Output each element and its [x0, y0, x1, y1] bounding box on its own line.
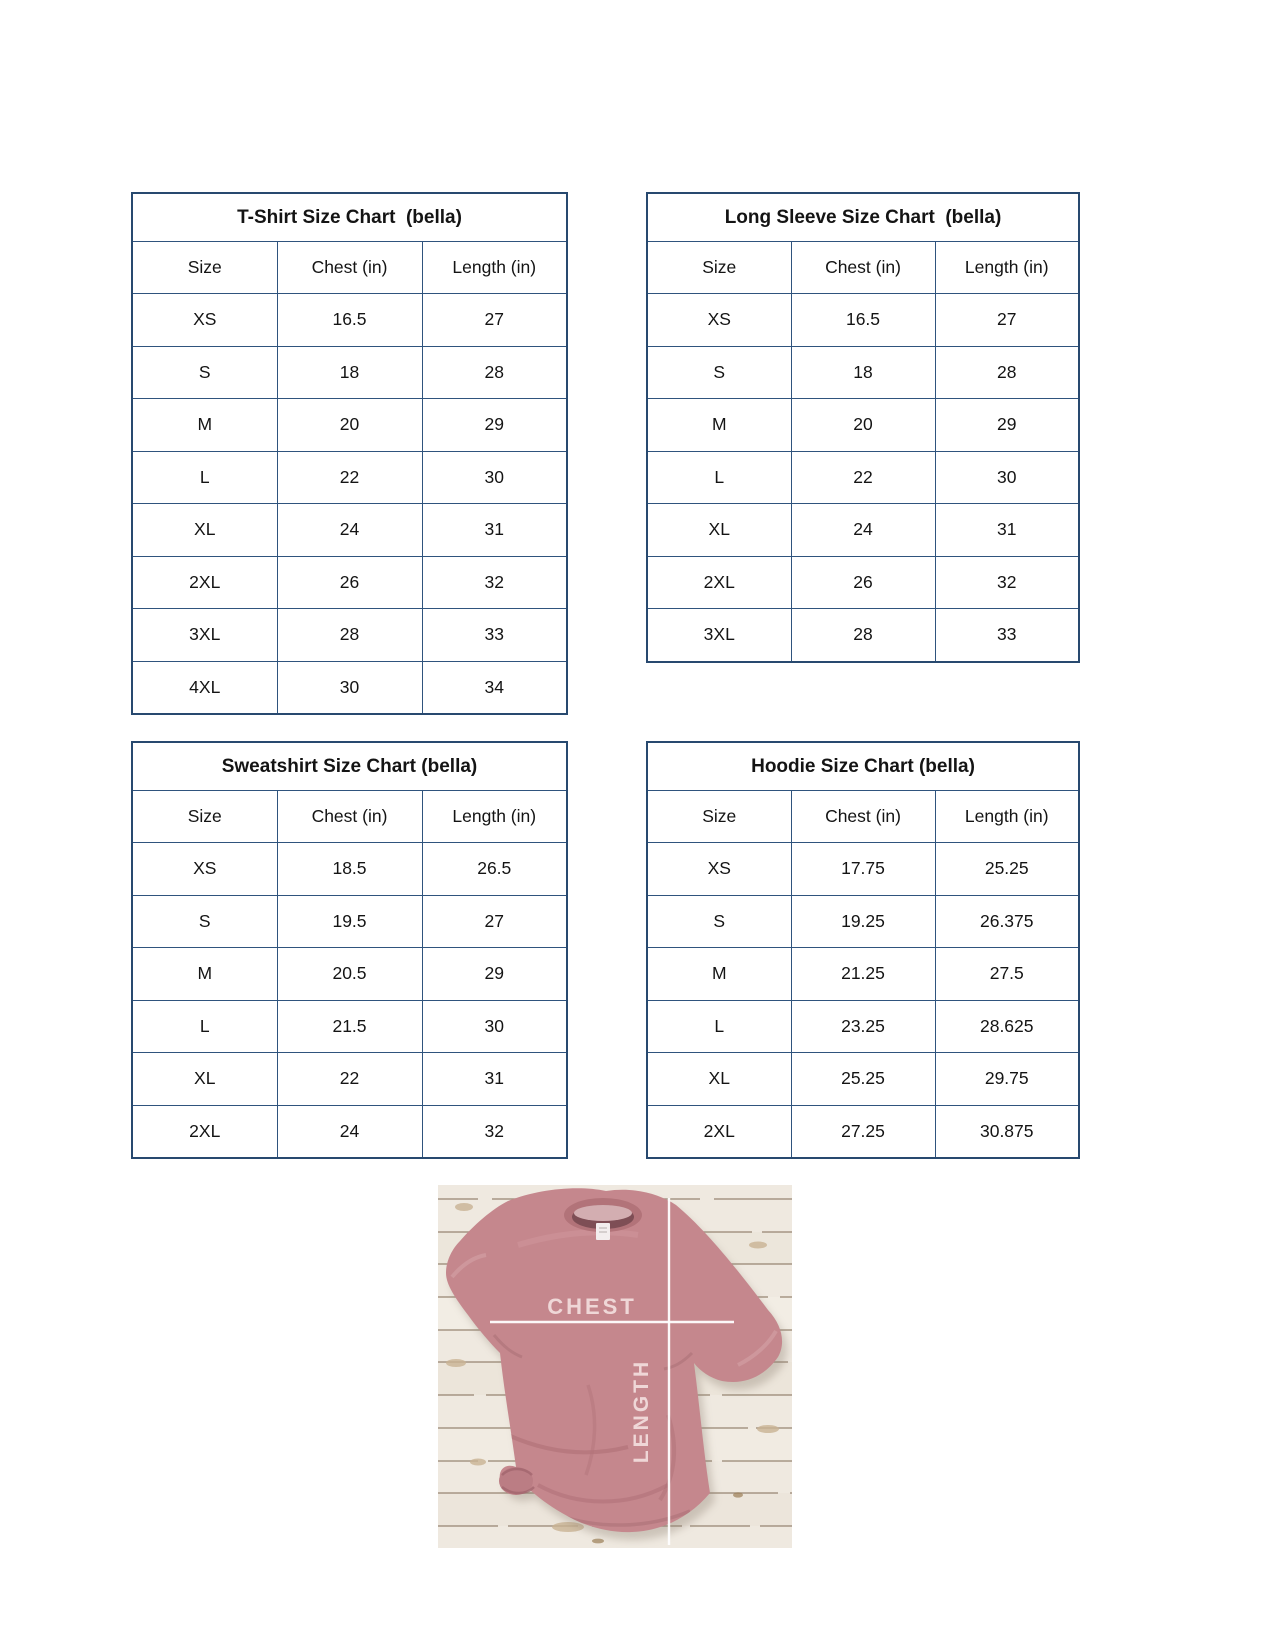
column-header-chest: Chest (in)	[791, 242, 935, 294]
chest-cell: 21.5	[277, 1000, 422, 1053]
size-cell: XS	[132, 294, 277, 347]
size-cell: 2XL	[132, 556, 277, 609]
table-row	[647, 1105, 1079, 1158]
chest-cell: 17.75	[791, 843, 935, 896]
size-cell: 4XL	[132, 661, 277, 714]
column-header-length: Length (in)	[422, 791, 567, 843]
column-header-length: Length (in)	[935, 242, 1079, 294]
table-title-row	[647, 742, 1079, 791]
chest-cell: 28	[277, 609, 422, 662]
chest-cell: 19.5	[277, 895, 422, 948]
table-row	[647, 451, 1079, 504]
table-title-row	[132, 193, 567, 242]
length-cell: 27	[422, 294, 567, 347]
table-row	[132, 661, 567, 714]
length-cell: 26.375	[935, 895, 1079, 948]
size-cell: M	[132, 948, 277, 1001]
column-header-size: Size	[132, 791, 277, 843]
length-cell: 32	[422, 1105, 567, 1158]
sweatshirt-size-table	[131, 741, 568, 1159]
size-cell: S	[647, 895, 791, 948]
chest-cell: 24	[277, 504, 422, 557]
size-cell: M	[647, 399, 791, 452]
tshirt-measurement-image	[438, 1185, 792, 1548]
tshirt-size-table	[131, 192, 568, 715]
hoodie-size-table	[646, 741, 1080, 1159]
table-header-row	[132, 791, 567, 843]
chest-cell: 22	[277, 451, 422, 504]
size-cell: XS	[647, 294, 791, 347]
length-cell: 25.25	[935, 843, 1079, 896]
length-cell: 31	[935, 504, 1079, 557]
table-row	[132, 1053, 567, 1106]
table-row	[647, 843, 1079, 896]
chest-cell: 23.25	[791, 1000, 935, 1053]
size-cell: 2XL	[647, 556, 791, 609]
size-cell: XL	[132, 1053, 277, 1106]
size-cell: S	[132, 346, 277, 399]
length-label: LENGTH	[630, 1358, 653, 1464]
size-cell: 3XL	[132, 609, 277, 662]
length-cell: 31	[422, 504, 567, 557]
size-cell: S	[132, 895, 277, 948]
chest-cell: 16.5	[791, 294, 935, 347]
length-cell: 30	[422, 451, 567, 504]
length-cell: 29	[935, 399, 1079, 452]
table-header-row	[647, 242, 1079, 294]
shirt-knot	[499, 1467, 534, 1495]
chest-cell: 22	[277, 1053, 422, 1106]
chest-label: CHEST	[547, 1294, 637, 1319]
table-row	[132, 895, 567, 948]
hoodie-table-title: Hoodie Size Chart (bella)	[647, 742, 1079, 791]
length-cell: 27	[935, 294, 1079, 347]
chest-cell: 30	[277, 661, 422, 714]
table-title-row	[132, 742, 567, 791]
table-row	[132, 843, 567, 896]
size-cell: L	[132, 1000, 277, 1053]
column-header-size: Size	[647, 791, 791, 843]
chest-cell: 18	[791, 346, 935, 399]
table-row	[647, 346, 1079, 399]
column-header-chest: Chest (in)	[277, 242, 422, 294]
product-photo	[438, 1185, 792, 1548]
table-header-row	[647, 791, 1079, 843]
chest-cell: 22	[791, 451, 935, 504]
column-header-length: Length (in)	[422, 242, 567, 294]
size-cell: 2XL	[132, 1105, 277, 1158]
chest-cell: 28	[791, 609, 935, 662]
table-row	[132, 556, 567, 609]
chest-cell: 27.25	[791, 1105, 935, 1158]
table-row	[132, 948, 567, 1001]
column-header-chest: Chest (in)	[277, 791, 422, 843]
length-cell: 33	[422, 609, 567, 662]
table-row	[647, 556, 1079, 609]
column-header-chest: Chest (in)	[791, 791, 935, 843]
table-row	[132, 399, 567, 452]
length-cell: 31	[422, 1053, 567, 1106]
column-header-size: Size	[132, 242, 277, 294]
table-row	[647, 948, 1079, 1001]
tshirt-table-title: T-Shirt Size Chart (bella)	[132, 193, 567, 242]
length-cell: 30	[935, 451, 1079, 504]
table-row	[132, 451, 567, 504]
column-header-length: Length (in)	[935, 791, 1079, 843]
length-cell: 32	[422, 556, 567, 609]
chest-cell: 20.5	[277, 948, 422, 1001]
length-cell: 28	[422, 346, 567, 399]
length-cell: 27	[422, 895, 567, 948]
chest-cell: 18.5	[277, 843, 422, 896]
size-cell: M	[647, 948, 791, 1001]
table-row	[132, 294, 567, 347]
length-cell: 30	[422, 1000, 567, 1053]
table-row	[647, 504, 1079, 557]
chest-cell: 20	[791, 399, 935, 452]
length-cell: 27.5	[935, 948, 1079, 1001]
size-cell: M	[132, 399, 277, 452]
length-cell: 32	[935, 556, 1079, 609]
size-cell: 3XL	[647, 609, 791, 662]
size-cell: 2XL	[647, 1105, 791, 1158]
size-cell: XL	[132, 504, 277, 557]
table-row	[647, 1000, 1079, 1053]
table-header-row	[132, 242, 567, 294]
length-cell: 29	[422, 948, 567, 1001]
length-cell: 30.875	[935, 1105, 1079, 1158]
length-cell: 28	[935, 346, 1079, 399]
chest-cell: 24	[791, 504, 935, 557]
table-row	[132, 1000, 567, 1053]
table-row	[647, 895, 1079, 948]
length-cell: 29.75	[935, 1053, 1079, 1106]
table-row	[647, 399, 1079, 452]
chest-cell: 20	[277, 399, 422, 452]
sweatshirt-table-title: Sweatshirt Size Chart (bella)	[132, 742, 567, 791]
longsleeve-table-title: Long Sleeve Size Chart (bella)	[647, 193, 1079, 242]
table-row	[132, 1105, 567, 1158]
table-row	[132, 346, 567, 399]
size-cell: L	[132, 451, 277, 504]
table-row	[132, 504, 567, 557]
size-cell: L	[647, 451, 791, 504]
chest-cell: 18	[277, 346, 422, 399]
chest-cell: 26	[277, 556, 422, 609]
chest-cell: 25.25	[791, 1053, 935, 1106]
chest-cell: 26	[791, 556, 935, 609]
table-row	[647, 294, 1079, 347]
size-cell: L	[647, 1000, 791, 1053]
size-cell: XL	[647, 1053, 791, 1106]
chest-cell: 24	[277, 1105, 422, 1158]
chest-cell: 21.25	[791, 948, 935, 1001]
chest-cell: 19.25	[791, 895, 935, 948]
size-cell: XS	[132, 843, 277, 896]
table-row	[647, 609, 1079, 662]
length-cell: 33	[935, 609, 1079, 662]
length-cell: 26.5	[422, 843, 567, 896]
size-cell: S	[647, 346, 791, 399]
chest-cell: 16.5	[277, 294, 422, 347]
longsleeve-size-table	[646, 192, 1080, 663]
table-row	[132, 609, 567, 662]
table-row	[647, 1053, 1079, 1106]
table-title-row	[647, 193, 1079, 242]
length-cell: 29	[422, 399, 567, 452]
length-cell: 28.625	[935, 1000, 1079, 1053]
size-cell: XL	[647, 504, 791, 557]
column-header-size: Size	[647, 242, 791, 294]
length-cell: 34	[422, 661, 567, 714]
size-cell: XS	[647, 843, 791, 896]
